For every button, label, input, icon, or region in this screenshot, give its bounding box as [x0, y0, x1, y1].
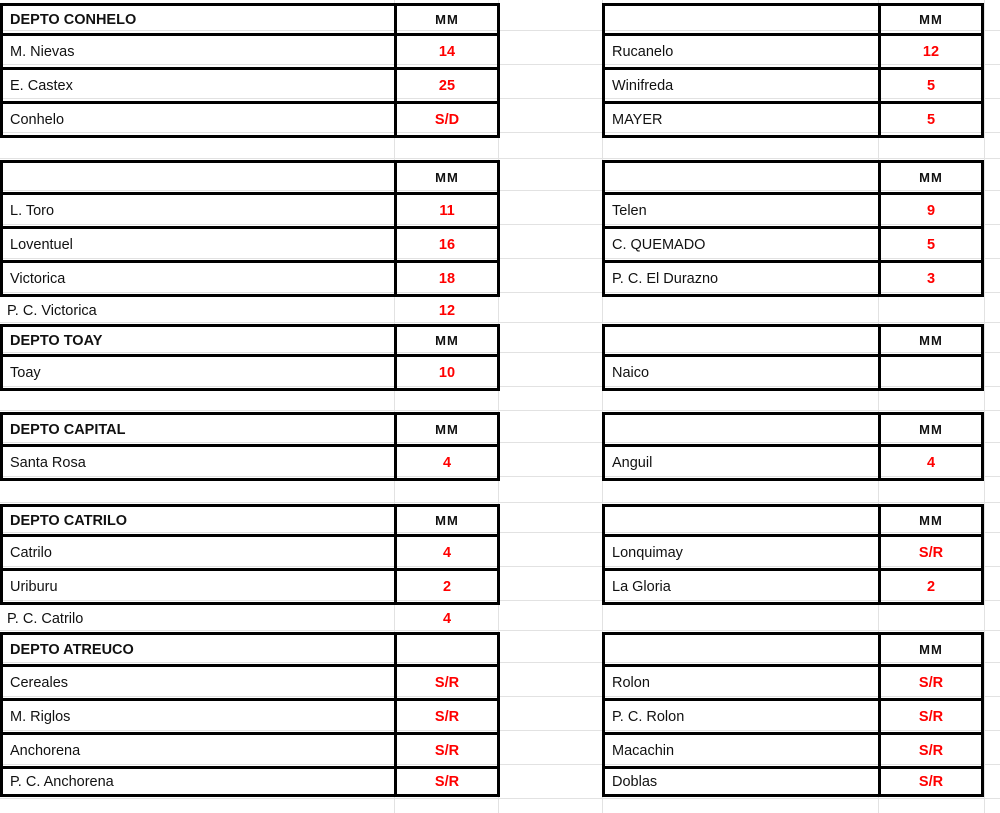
- right-station-name-cell[interactable]: C. QUEMADO: [602, 226, 881, 263]
- left-section-header-cell[interactable]: [0, 160, 397, 195]
- left-rainfall-value-cell[interactable]: S/R: [394, 766, 500, 797]
- left-station-name-cell[interactable]: E. Castex: [0, 67, 397, 104]
- right-rainfall-value-cell[interactable]: S/R: [878, 766, 984, 797]
- gridline-horizontal: [0, 502, 1000, 503]
- right-section-header-cell[interactable]: [602, 412, 881, 447]
- left-rainfall-value-cell[interactable]: 18: [394, 260, 500, 297]
- left-unit-header-cell[interactable]: MM: [394, 504, 500, 537]
- right-rainfall-value-cell[interactable]: 5: [878, 101, 984, 138]
- left-station-name-cell[interactable]: P. C. Catrilo: [7, 610, 84, 627]
- left-rainfall-value-cell[interactable]: S/D: [394, 101, 500, 138]
- right-section-header-cell[interactable]: [602, 3, 881, 36]
- right-unit-header-cell[interactable]: MM: [878, 324, 984, 357]
- left-unit-header-cell[interactable]: MM: [394, 412, 500, 447]
- right-rainfall-value-cell[interactable]: 4: [878, 444, 984, 481]
- right-rainfall-value-cell[interactable]: 5: [878, 67, 984, 104]
- right-station-name-cell[interactable]: Winifreda: [602, 67, 881, 104]
- left-section-header-cell[interactable]: DEPTO CONHELO: [0, 3, 397, 36]
- right-unit-header-cell[interactable]: MM: [878, 160, 984, 195]
- right-rainfall-value-cell[interactable]: 12: [878, 33, 984, 70]
- left-rainfall-value-cell[interactable]: 25: [394, 67, 500, 104]
- right-station-name-cell[interactable]: P. C. El Durazno: [602, 260, 881, 297]
- right-station-name-cell[interactable]: Macachin: [602, 732, 881, 769]
- right-rainfall-value-cell[interactable]: S/R: [878, 732, 984, 769]
- right-rainfall-value-cell[interactable]: S/R: [878, 698, 984, 735]
- left-station-name-cell[interactable]: M. Nievas: [0, 33, 397, 70]
- left-rainfall-value-cell[interactable]: 11: [394, 192, 500, 229]
- right-station-name-cell[interactable]: Rolon: [602, 664, 881, 701]
- gridline-vertical: [984, 0, 985, 813]
- gridline-horizontal: [0, 410, 1000, 411]
- right-rainfall-value-cell[interactable]: 2: [878, 568, 984, 605]
- left-section-header-cell[interactable]: DEPTO CAPITAL: [0, 412, 397, 447]
- left-section-header-cell[interactable]: DEPTO CATRILO: [0, 504, 397, 537]
- left-station-name-cell[interactable]: Toay: [0, 354, 397, 391]
- left-station-name-cell[interactable]: Santa Rosa: [0, 444, 397, 481]
- left-station-name-cell[interactable]: P. C. Anchorena: [0, 766, 397, 797]
- right-section-header-cell[interactable]: [602, 632, 881, 667]
- left-rainfall-value-cell[interactable]: 2: [394, 568, 500, 605]
- left-unit-header-cell[interactable]: MM: [394, 3, 500, 36]
- left-section-header-cell[interactable]: DEPTO TOAY: [0, 324, 397, 357]
- right-station-name-cell[interactable]: P. C. Rolon: [602, 698, 881, 735]
- right-station-name-cell[interactable]: Naico: [602, 354, 881, 391]
- left-rainfall-value-cell[interactable]: 14: [394, 33, 500, 70]
- left-rainfall-value-cell[interactable]: S/R: [394, 732, 500, 769]
- right-station-name-cell[interactable]: Telen: [602, 192, 881, 229]
- right-rainfall-value-cell[interactable]: S/R: [878, 664, 984, 701]
- right-unit-header-cell[interactable]: MM: [878, 412, 984, 447]
- right-rainfall-value-cell[interactable]: 5: [878, 226, 984, 263]
- right-section-header-cell[interactable]: [602, 324, 881, 357]
- right-station-name-cell[interactable]: Lonquimay: [602, 534, 881, 571]
- left-station-name-cell[interactable]: Victorica: [0, 260, 397, 297]
- right-rainfall-value-cell[interactable]: 9: [878, 192, 984, 229]
- left-rainfall-value-cell[interactable]: 10: [394, 354, 500, 391]
- right-station-name-cell[interactable]: Doblas: [602, 766, 881, 797]
- left-rainfall-value-cell[interactable]: S/R: [394, 664, 500, 701]
- right-rainfall-value-cell[interactable]: [878, 354, 984, 391]
- left-station-name-cell[interactable]: Cereales: [0, 664, 397, 701]
- left-rainfall-value-cell[interactable]: S/R: [394, 698, 500, 735]
- left-station-name-cell[interactable]: Anchorena: [0, 732, 397, 769]
- left-station-name-cell[interactable]: L. Toro: [0, 192, 397, 229]
- right-unit-header-cell[interactable]: MM: [878, 504, 984, 537]
- left-station-name-cell[interactable]: Uriburu: [0, 568, 397, 605]
- right-section-header-cell[interactable]: [602, 504, 881, 537]
- gridline-horizontal: [0, 798, 1000, 799]
- gridline-horizontal: [0, 158, 1000, 159]
- left-rainfall-value-cell[interactable]: 4: [442, 610, 452, 627]
- left-rainfall-value-cell[interactable]: 4: [394, 534, 500, 571]
- right-station-name-cell[interactable]: La Gloria: [602, 568, 881, 605]
- right-rainfall-value-cell[interactable]: 3: [878, 260, 984, 297]
- left-unit-header-cell[interactable]: MM: [394, 160, 500, 195]
- left-station-name-cell[interactable]: P. C. Victorica: [7, 302, 97, 319]
- left-rainfall-value-cell[interactable]: 12: [438, 302, 456, 319]
- left-station-name-cell[interactable]: Conhelo: [0, 101, 397, 138]
- left-rainfall-value-cell[interactable]: 16: [394, 226, 500, 263]
- right-station-name-cell[interactable]: Rucanelo: [602, 33, 881, 70]
- left-station-name-cell[interactable]: Loventuel: [0, 226, 397, 263]
- left-rainfall-value-cell[interactable]: 4: [394, 444, 500, 481]
- left-unit-header-cell[interactable]: [394, 632, 500, 667]
- left-station-name-cell[interactable]: Catrilo: [0, 534, 397, 571]
- left-station-name-cell[interactable]: M. Riglos: [0, 698, 397, 735]
- left-section-header-cell[interactable]: DEPTO ATREUCO: [0, 632, 397, 667]
- right-unit-header-cell[interactable]: MM: [878, 632, 984, 667]
- right-station-name-cell[interactable]: MAYER: [602, 101, 881, 138]
- right-unit-header-cell[interactable]: MM: [878, 3, 984, 36]
- right-section-header-cell[interactable]: [602, 160, 881, 195]
- right-rainfall-value-cell[interactable]: S/R: [878, 534, 984, 571]
- right-station-name-cell[interactable]: Anguil: [602, 444, 881, 481]
- left-unit-header-cell[interactable]: MM: [394, 324, 500, 357]
